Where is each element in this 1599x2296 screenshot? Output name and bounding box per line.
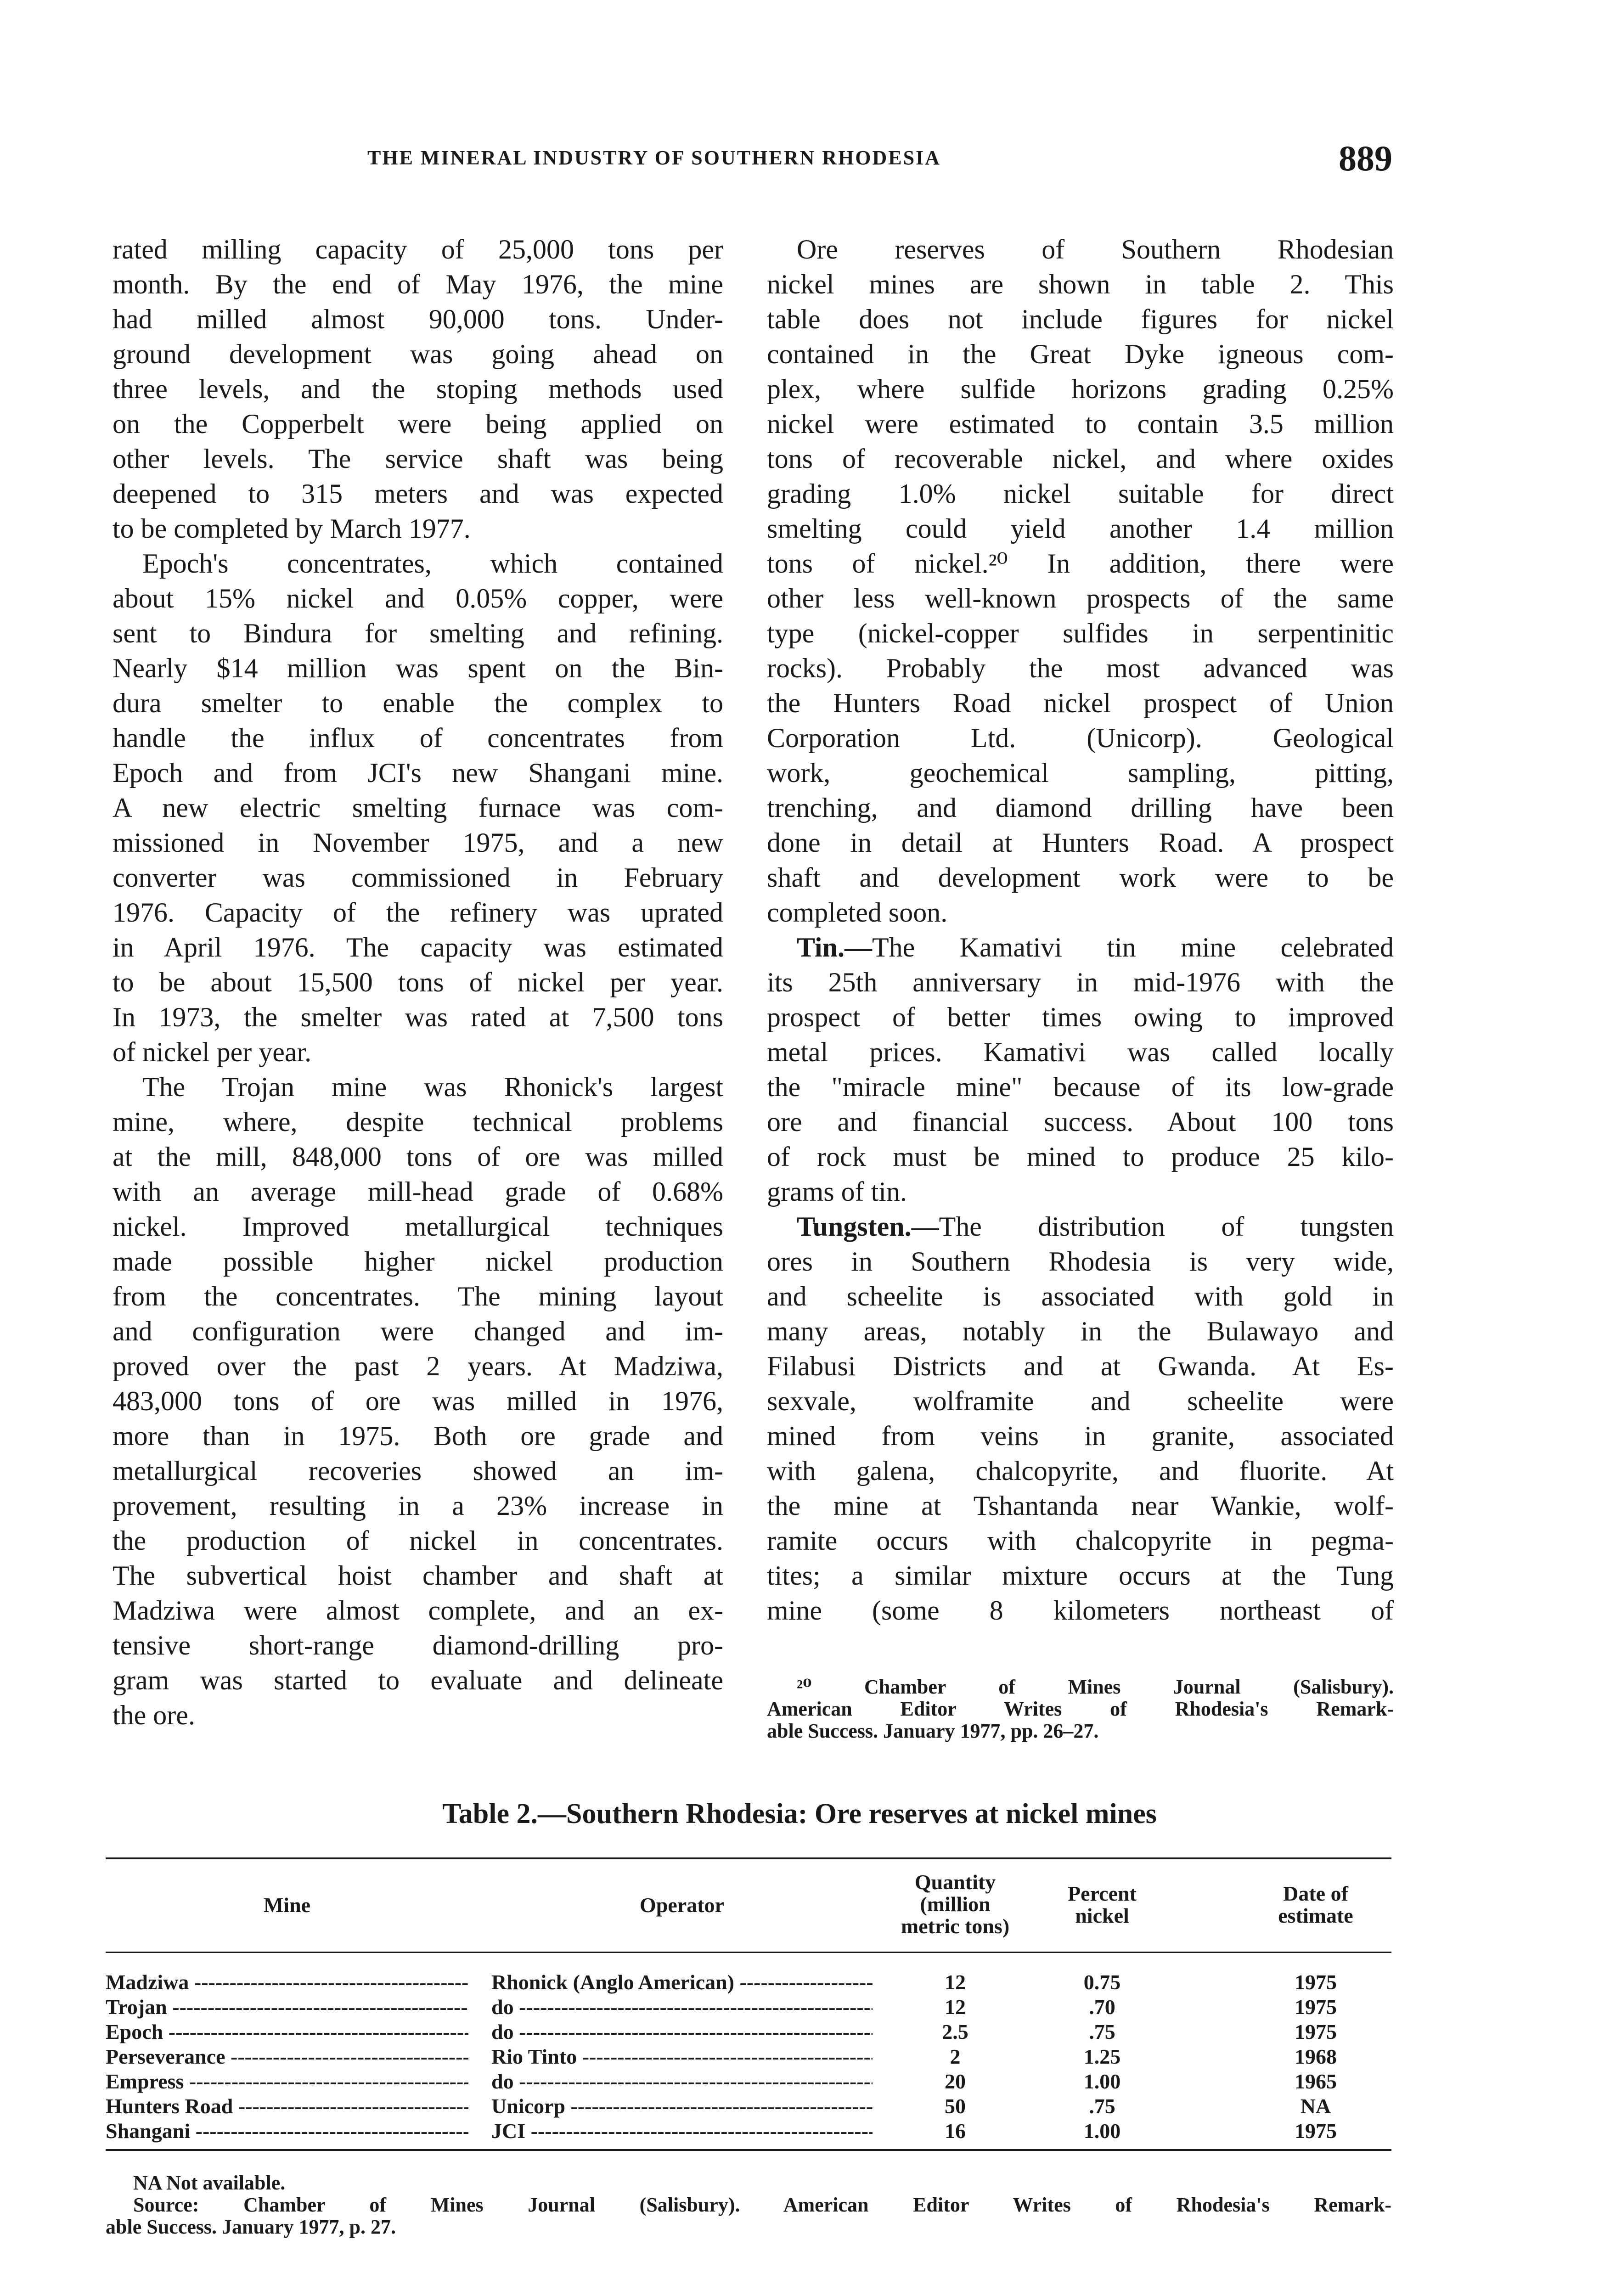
cell-mine: Epoch ----- [106, 2020, 468, 2044]
cell-quantity: 2 [950, 2045, 961, 2068]
text-line: rated milling capacity of 25,000 tons per [113, 234, 723, 264]
text-line: Nearly $14 million was spent on the Bin- [113, 653, 723, 683]
cell-quantity: 12 [945, 1995, 966, 2019]
text-line: shaft and development work were to be [767, 862, 1394, 893]
text-line: had milled almost 90,000 tons. Under- [113, 304, 723, 334]
text-line: handle the influx of concentrates from [113, 723, 723, 753]
text-line: the production of nickel in concentrates. [113, 1525, 723, 1556]
table-note-source: Source: Chamber of Mines Journal (Salisbury). American Editor Writes of Rhodesia's Remark- [133, 2194, 1391, 2216]
header-quantity-line: (million [920, 1892, 991, 1916]
text-line: to be completed by March 1977. [113, 513, 471, 544]
text-line: Filabusi Districts and at Gwanda. At Es- [767, 1351, 1394, 1381]
cell-mine: Shangani ----- [106, 2119, 468, 2144]
header-date-line: estimate [1278, 1904, 1353, 1927]
text-line: at the mill, 848,000 tons of ore was milled [113, 1142, 723, 1172]
text-line: from the concentrates. The mining layout [113, 1281, 723, 1311]
text-line: proved over the past 2 years. At Madziwa, [113, 1351, 723, 1381]
table-title: Table 2.—Southern Rhodesia: Ore reserves at nickel mines [442, 1798, 1157, 1829]
text-line: ramite occurs with chalcopyrite in pegma- [767, 1525, 1394, 1556]
table-header-rule [106, 1952, 1391, 1953]
text-line: The subvertical hoist chamber and shaft at [113, 1560, 723, 1591]
text-line: ore and financial success. About 100 tons [767, 1107, 1394, 1137]
footnote [767, 1676, 1394, 1742]
table-row [106, 1970, 1391, 1995]
text-line: three levels, and the stoping methods used [113, 374, 723, 404]
cell-mine: Hunters Road ----- [106, 2094, 468, 2119]
cell-operator: do ----- [491, 2069, 873, 2094]
text-line: work, geochemical sampling, pitting, [767, 758, 1394, 788]
cell-date: NA [1300, 2094, 1331, 2118]
cell-operator: Rio Tinto ----- [491, 2044, 873, 2069]
table-note-na: NA Not available. [133, 2172, 286, 2194]
text-line: In 1973, the smelter was rated at 7,500 tons [113, 1002, 723, 1032]
text-line: mine (some 8 kilometers northeast of [767, 1595, 1394, 1626]
table-row [106, 2094, 1391, 2119]
table-note-source-cont: able Success. January 1977, p. 27. [106, 2216, 396, 2238]
header-operator-label: Operator [640, 1893, 724, 1917]
text-line: Madziwa were almost complete, and an ex- [113, 1595, 723, 1626]
cell-percent: 1.00 [1083, 2119, 1121, 2143]
text-line: made possible higher nickel production [113, 1246, 723, 1277]
text-line: 1976. Capacity of the refinery was uprated [113, 897, 723, 928]
cell-percent: .75 [1089, 2094, 1115, 2118]
header-date [1240, 1883, 1391, 1927]
text-line: in April 1976. The capacity was estimated [113, 932, 723, 962]
cell-operator: JCI ----- [491, 2119, 873, 2144]
text-line: more than in 1975. Both ore grade and [113, 1421, 723, 1451]
text-line: other less well-known prospects of the same [767, 583, 1394, 613]
text-line: The Kamativi tin mine celebrated [872, 932, 1394, 962]
cell-quantity: 2.5 [942, 2020, 968, 2043]
cell-date: 1975 [1295, 2020, 1337, 2043]
text-line: Corporation Ltd. (Unicorp). Geological [767, 723, 1394, 753]
header-mine [106, 1894, 468, 1916]
header-quantity-line: Quantity [914, 1870, 996, 1894]
cell-quantity: 50 [945, 2094, 966, 2118]
text-line: the mine at Tshantanda near Wankie, wolf- [767, 1491, 1394, 1521]
text-line: mined from veins in granite, associated [767, 1421, 1394, 1451]
text-line: provement, resulting in a 23% increase in [113, 1491, 723, 1521]
footnote-line: ²⁰ Chamber of Mines Journal (Salisbury). [797, 1676, 1394, 1698]
text-line: The Trojan mine was Rhonick's largest [142, 1072, 723, 1102]
text-line: converter was commissioned in February [113, 862, 723, 893]
cell-percent: 0.75 [1083, 1970, 1121, 1994]
cell-date: 1968 [1295, 2045, 1337, 2068]
text-line: about 15% nickel and 0.05% copper, were [113, 583, 723, 613]
tin-paragraph-first-line [767, 930, 1394, 965]
text-line: Ore reserves of Southern Rhodesian [797, 234, 1394, 264]
text-line: the "miracle mine" because of its low-grade [767, 1072, 1394, 1102]
header-operator [491, 1894, 873, 1916]
text-line: mine, where, despite technical problems [113, 1107, 723, 1137]
text-line: prospect of better times owing to improved [767, 1002, 1394, 1032]
cell-operator: Rhonick (Anglo American) ----- [491, 1970, 873, 1995]
text-line: plex, where sulfide horizons grading 0.25% [767, 374, 1394, 404]
table-row [106, 1995, 1391, 2020]
text-line: and scheelite is associated with gold in [767, 1281, 1394, 1311]
table-bottom-rule [106, 2149, 1391, 2151]
header-date-line: Date of [1283, 1882, 1348, 1905]
text-line: tites; a similar mixture occurs at the Tung [767, 1560, 1394, 1591]
text-line: gram was started to evaluate and delineate [113, 1665, 723, 1695]
text-line: sent to Bindura for smelting and refining. [113, 618, 723, 648]
tungsten-paragraph-first-line [767, 1209, 1394, 1244]
cell-mine: Trojan ----- [106, 1995, 468, 2020]
header-percent-line: nickel [1075, 1904, 1129, 1927]
text-line: completed soon. [767, 897, 948, 928]
text-line: ores in Southern Rhodesia is very wide, [767, 1246, 1394, 1277]
cell-operator: do ----- [491, 2020, 873, 2044]
cell-date: 1975 [1295, 1995, 1337, 2019]
text-line: Epoch and from JCI's new Shangani mine. [113, 758, 723, 788]
table-row [106, 2020, 1391, 2044]
text-line: on the Copperbelt were being applied on [113, 409, 723, 439]
cell-operator: do ----- [491, 1995, 873, 2020]
text-line: its 25th anniversary in mid-1976 with the [767, 967, 1394, 997]
text-line: table does not include figures for nickel [767, 304, 1394, 334]
text-line: grams of tin. [767, 1176, 907, 1207]
header-percent-line: Percent [1068, 1882, 1137, 1905]
header-quantity [895, 1871, 1015, 1937]
cell-percent: .75 [1089, 2020, 1115, 2043]
text-line: type (nickel-copper sulfides in serpentinitic [767, 618, 1394, 648]
header-quantity-line: metric tons) [901, 1914, 1010, 1938]
footnote-line: able Success. January 1977, pp. 26–27. [767, 1720, 1099, 1742]
footnote-line: American Editor Writes of Rhodesia's Remark- [767, 1698, 1394, 1720]
text-line: the Hunters Road nickel prospect of Union [767, 688, 1394, 718]
text-line: nickel were estimated to contain 3.5 million [767, 409, 1394, 439]
text-line: deepened to 315 meters and was expected [113, 478, 723, 509]
cell-quantity: 16 [945, 2119, 966, 2143]
tungsten-run-in-head: Tungsten.— [797, 1211, 939, 1242]
left-text-column [113, 232, 723, 1733]
table-body [106, 1970, 1391, 2144]
text-line: sexvale, wolframite and scheelite were [767, 1386, 1394, 1416]
text-line: missioned in November 1975, and a new [113, 827, 723, 858]
cell-percent: .70 [1089, 1995, 1115, 2019]
cell-operator: Unicorp ----- [491, 2094, 873, 2119]
text-line: metal prices. Kamativi was called locally [767, 1037, 1394, 1067]
table-row [106, 2044, 1391, 2069]
cell-mine: Perseverance ----- [106, 2044, 468, 2069]
text-line: A new electric smelting furnace was com- [113, 793, 723, 823]
page-number: 889 [1339, 138, 1392, 178]
text-line: nickel mines are shown in table 2. This [767, 269, 1394, 299]
text-line: 483,000 tons of ore was milled in 1976, [113, 1386, 723, 1416]
text-line: smelting could yield another 1.4 million [767, 513, 1394, 544]
cell-percent: 1.25 [1083, 2045, 1121, 2068]
text-line: of rock must be mined to produce 25 kilo- [767, 1142, 1394, 1172]
cell-mine: Madziwa ----- [106, 1970, 468, 1995]
text-line: metallurgical recoveries showed an im- [113, 1456, 723, 1486]
table-row [106, 2119, 1391, 2144]
tin-run-in-head: Tin.— [797, 932, 872, 962]
text-line: ground development was going ahead on [113, 339, 723, 369]
table-notes [106, 2172, 1391, 2238]
text-line: nickel. Improved metallurgical techniques [113, 1211, 723, 1242]
table-top-rule [106, 1857, 1391, 1859]
table-row [106, 2069, 1391, 2094]
text-line: to be about 15,500 tons of nickel per year. [113, 967, 723, 997]
text-line: contained in the Great Dyke igneous com- [767, 339, 1394, 369]
text-line: Epoch's concentrates, which contained [142, 548, 723, 579]
text-line: tons of nickel.²⁰ In addition, there were [767, 548, 1394, 579]
cell-quantity: 12 [945, 1970, 966, 1994]
cell-date: 1975 [1295, 1970, 1337, 1994]
text-line: grading 1.0% nickel suitable for direct [767, 478, 1394, 509]
text-line: dura smelter to enable the complex to [113, 688, 723, 718]
text-line: with an average mill-head grade of 0.68% [113, 1176, 723, 1207]
cell-date: 1965 [1295, 2070, 1337, 2093]
text-line: the ore. [113, 1700, 195, 1730]
header-percent [1038, 1883, 1166, 1927]
text-line: tensive short-range diamond-drilling pro- [113, 1630, 723, 1660]
text-line: other levels. The service shaft was being [113, 444, 723, 474]
text-line: rocks). Probably the most advanced was [767, 653, 1394, 683]
text-line: done in detail at Hunters Road. A prospect [767, 827, 1394, 858]
text-line: of nickel per year. [113, 1037, 312, 1067]
cell-quantity: 20 [945, 2070, 966, 2093]
cell-mine: Empress ----- [106, 2069, 468, 2094]
text-line: month. By the end of May 1976, the mine [113, 269, 723, 299]
header-mine-label: Mine [263, 1893, 311, 1917]
text-line: tons of recoverable nickel, and where oxides [767, 444, 1394, 474]
cell-percent: 1.00 [1083, 2070, 1121, 2093]
text-line: The distribution of tungsten [939, 1211, 1394, 1242]
cell-date: 1975 [1295, 2119, 1337, 2143]
text-line: and configuration were changed and im- [113, 1316, 723, 1346]
text-line: many areas, notably in the Bulawayo and [767, 1316, 1394, 1346]
text-line: with galena, chalcopyrite, and fluorite. At [767, 1456, 1394, 1486]
running-title: THE MINERAL INDUSTRY OF SOUTHERN RHODESIA [367, 146, 941, 169]
text-line: trenching, and diamond drilling have been [767, 793, 1394, 823]
right-text-column [767, 232, 1394, 1628]
